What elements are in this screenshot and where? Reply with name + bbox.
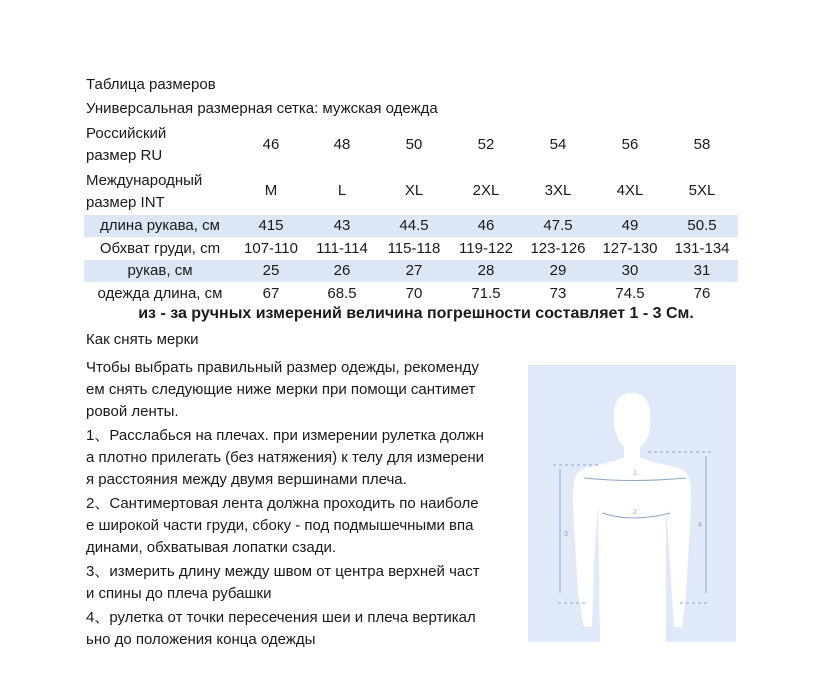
- size-cell: 56: [621, 136, 639, 153]
- size-cell: 115-118: [387, 240, 441, 257]
- instruction-line: динами, обхватывая лопатки сзади.: [86, 539, 337, 556]
- measurement-error-note: из - за ручных измерений величина погрешности составляет 1 - 3 См.: [138, 305, 694, 322]
- size-cell: 127-130: [602, 240, 658, 257]
- size-cell: 68.5: [327, 285, 357, 302]
- size-cell: 28: [477, 262, 495, 279]
- table-row: [84, 215, 738, 237]
- int-size-row: [84, 180, 738, 202]
- size-cell: 50.5: [687, 217, 717, 234]
- size-cell: 26: [333, 262, 351, 279]
- size-cell: L: [337, 182, 347, 199]
- size-cell: 76: [693, 285, 711, 302]
- ru-size-row: [84, 134, 738, 156]
- row-label: Обхват груди, cm: [99, 240, 221, 257]
- size-cell: XL: [404, 182, 424, 199]
- size-cell: 58: [693, 136, 711, 153]
- row-label: длина рукава, см: [100, 217, 220, 234]
- size-cell: 119-122: [459, 240, 513, 257]
- instruction-paragraph: [86, 607, 484, 651]
- size-cell: 2XL: [472, 182, 500, 199]
- size-cell: 46: [477, 217, 495, 234]
- instruction-line: ровой ленты.: [86, 403, 179, 420]
- size-cell: 47.5: [543, 217, 573, 234]
- table-row: [84, 283, 738, 305]
- size-cell: 73: [549, 285, 567, 302]
- instruction-line: я расстояния между двумя вершинами плеча.: [86, 471, 407, 488]
- size-cell: 67: [262, 285, 280, 302]
- instruction-line: и спины до плеча рубашки: [86, 585, 272, 602]
- instruction-paragraph: [86, 357, 484, 423]
- size-cell: 4XL: [616, 182, 644, 199]
- instruction-paragraph: [86, 561, 484, 605]
- body-measurement-figure: [528, 365, 736, 642]
- size-cell: 29: [549, 262, 567, 279]
- guide-label-2: 2: [633, 509, 637, 516]
- size-cell: 50: [405, 136, 423, 153]
- size-cell: 46: [262, 136, 280, 153]
- guide-label-4: 4: [698, 522, 702, 529]
- int-label-line: размер INT: [86, 194, 165, 211]
- instruction-line: ьно до положения конца одежды: [86, 631, 316, 648]
- row-label: одежда длина, см: [97, 285, 223, 302]
- instruction-line: ем снять следующие ниже мерки при помощи сантимет: [86, 381, 476, 398]
- int-label-line: Международный: [86, 172, 203, 189]
- size-cell: 70: [405, 285, 423, 302]
- size-cell: 74.5: [615, 285, 645, 302]
- instruction-line: 1、Расслабься на плечах. при измерении рулетка должн: [86, 427, 484, 444]
- size-cell: 25: [262, 262, 280, 279]
- size-cell: 415: [258, 217, 284, 234]
- instruction-line: е широкой части груди, сбоку - под подмышечными впа: [86, 517, 474, 534]
- size-cell: 30: [621, 262, 639, 279]
- subtitle: Универсальная размерная сетка: мужская одежда: [86, 100, 438, 117]
- size-cell: 54: [549, 136, 567, 153]
- ru-label-line: размер RU: [86, 147, 163, 164]
- size-cell: M: [264, 182, 278, 199]
- ru-label-line: Российский: [86, 125, 167, 142]
- instruction-line: 4、рулетка от точки пересечения шеи и плеча вертикал: [86, 609, 476, 626]
- title: Таблица размеров: [86, 76, 216, 93]
- size-cell: 5XL: [688, 182, 716, 199]
- instruction-paragraph: [86, 493, 484, 559]
- instruction-line: 2、Сантимертовая лента должна проходить по наиболе: [86, 495, 479, 512]
- size-cell: 123-126: [530, 240, 586, 257]
- size-cell: 48: [333, 136, 351, 153]
- size-cell: 31: [693, 262, 711, 279]
- size-cell: 52: [477, 136, 495, 153]
- size-cell: 111-114: [316, 240, 368, 257]
- size-cell: 131-134: [674, 240, 730, 257]
- howto-title: Как снять мерки: [86, 331, 199, 348]
- size-cell: 49: [621, 217, 639, 234]
- instructions: [86, 357, 484, 653]
- table-row: [84, 260, 738, 282]
- size-cell: 3XL: [544, 182, 572, 199]
- row-label: рукав, см: [127, 262, 193, 279]
- guide-label-1: 1: [633, 470, 637, 477]
- size-cell: 107-110: [244, 240, 298, 257]
- size-cell: 43: [333, 217, 351, 234]
- size-cell: 71.5: [471, 285, 501, 302]
- table-row: [84, 238, 738, 260]
- size-cell: 44.5: [399, 217, 429, 234]
- size-cell: 27: [405, 262, 423, 279]
- instruction-line: 3、измерить длину между швом от центра верхней част: [86, 563, 480, 580]
- guide-label-3: 3: [564, 531, 568, 538]
- instruction-paragraph: [86, 425, 484, 491]
- instruction-line: Чтобы выбрать правильный размер одежды, рекоменду: [86, 359, 479, 376]
- instruction-line: а плотно прилегать (без натяжения) к телу для измерени: [86, 449, 485, 466]
